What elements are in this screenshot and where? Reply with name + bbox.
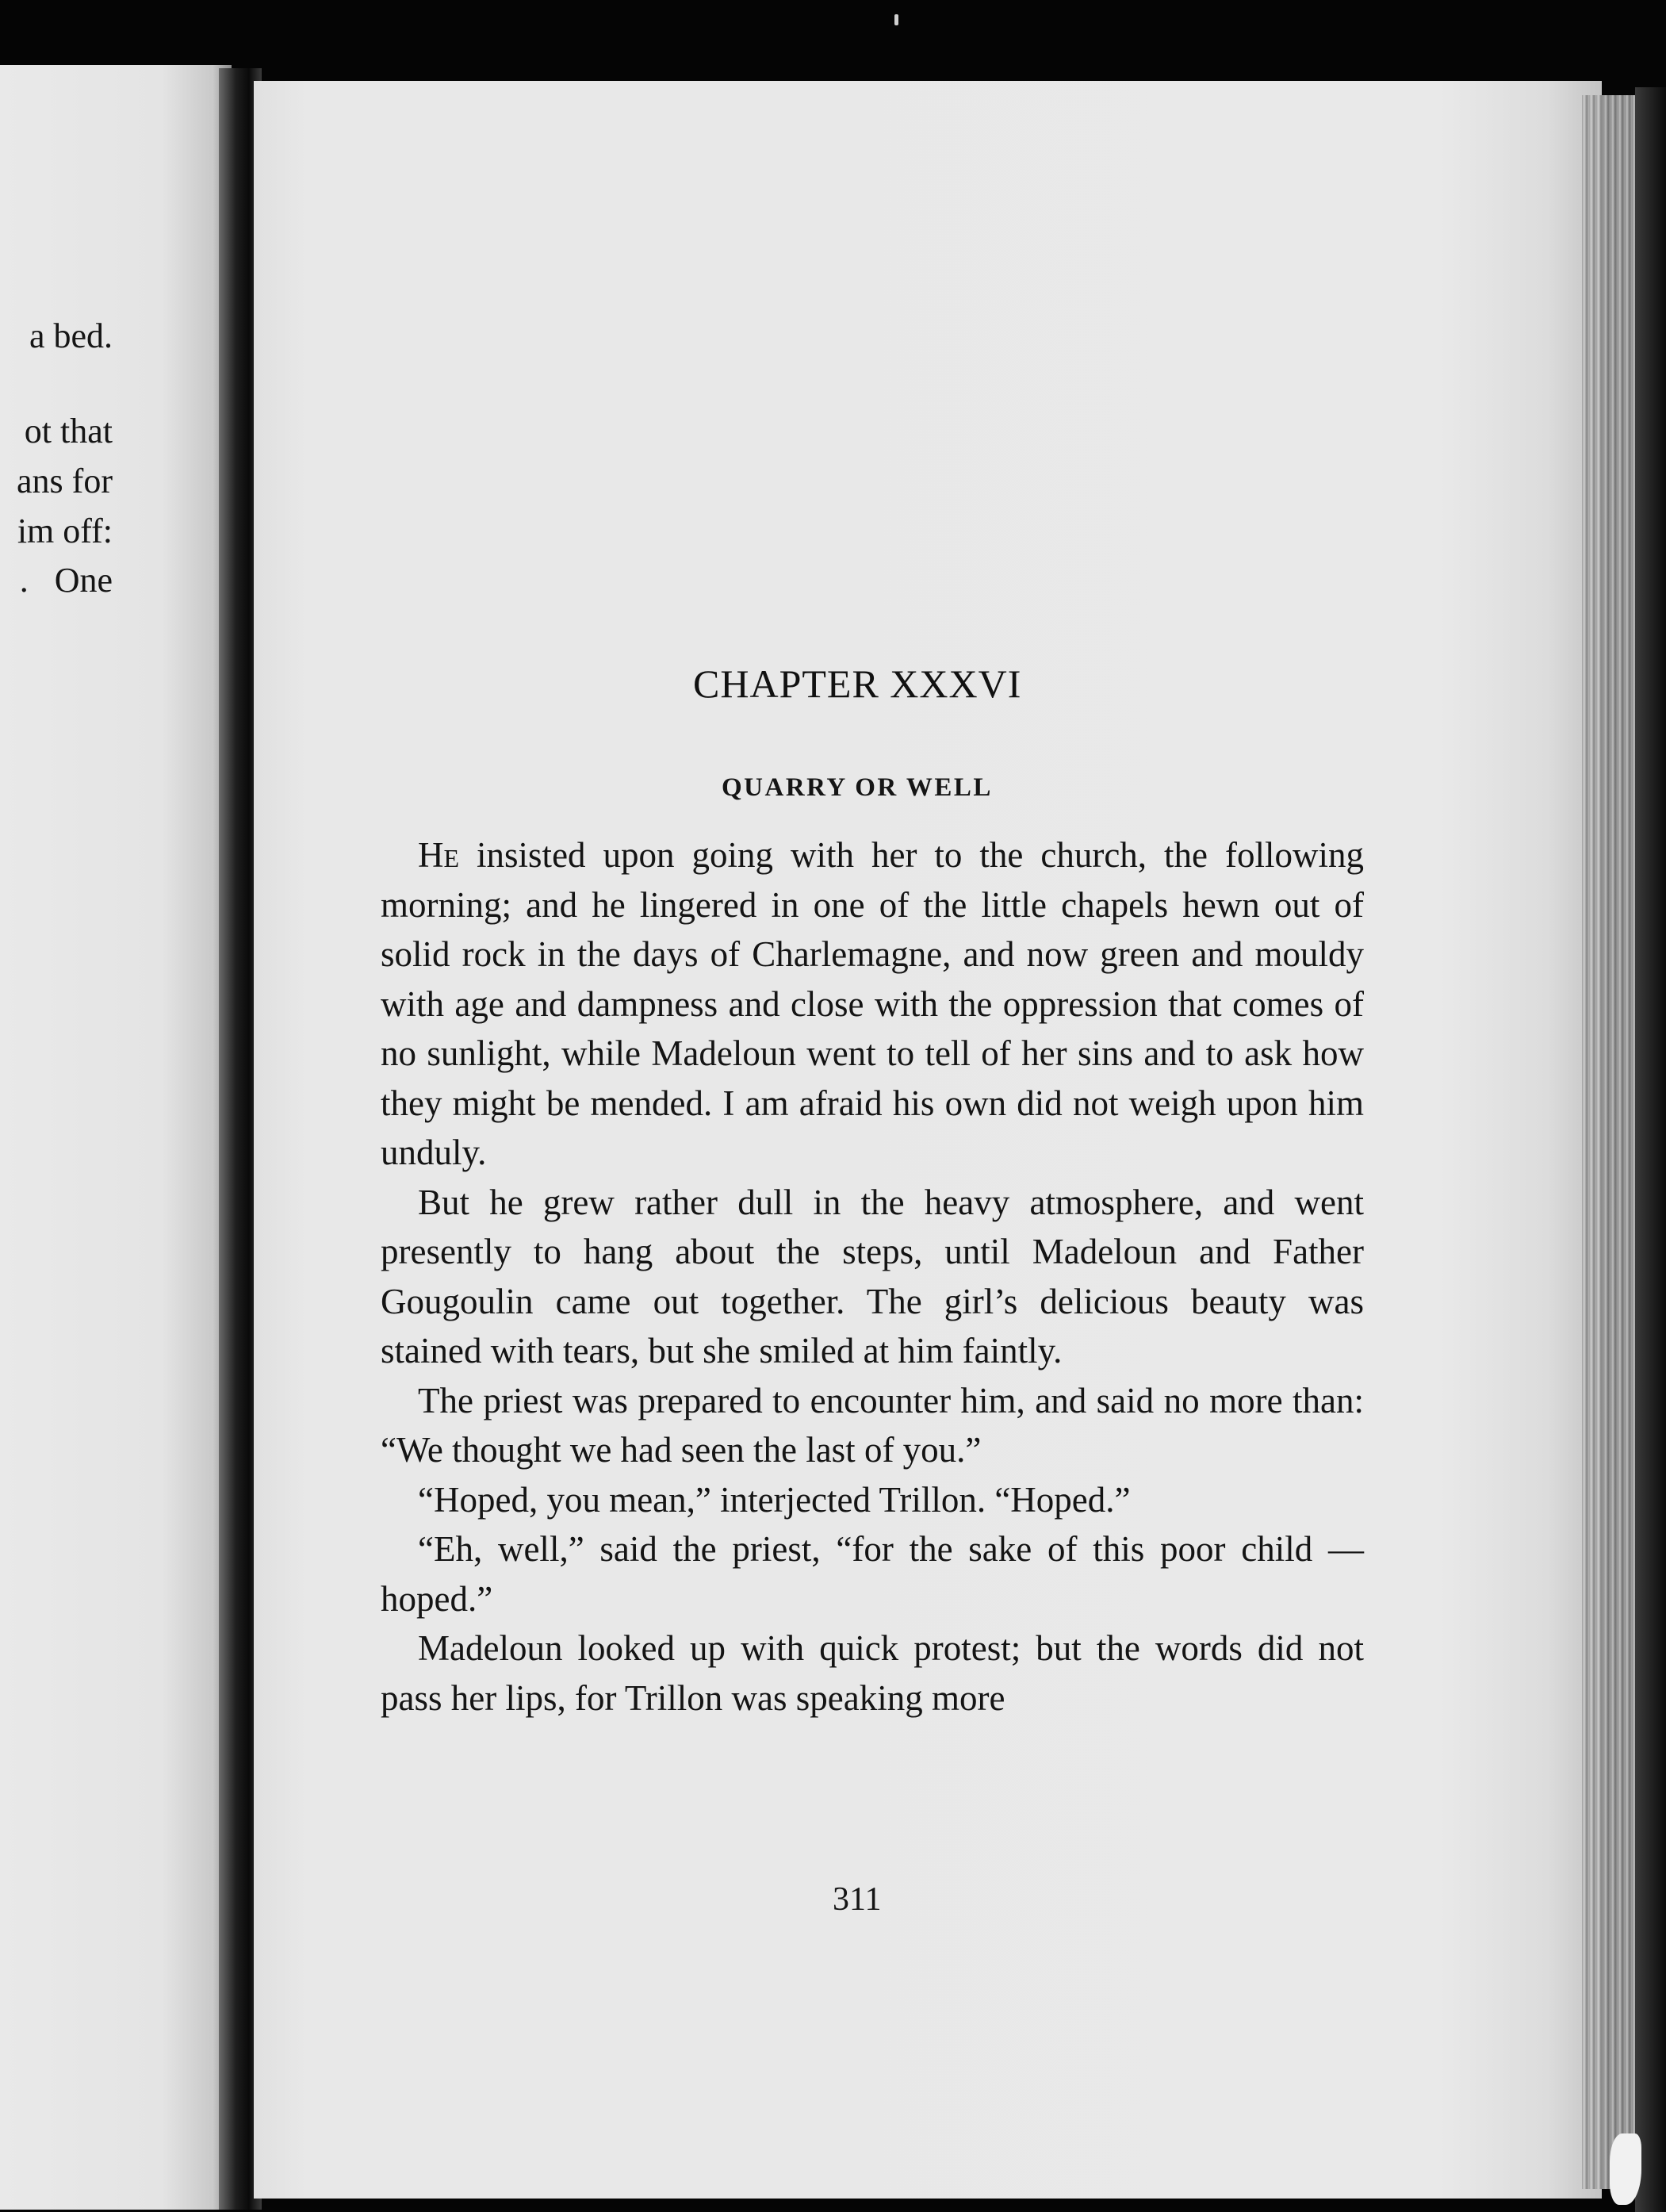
left-page-fragment: . One — [19, 561, 113, 600]
left-page-fragment: im off: — [17, 512, 113, 550]
paragraph — [381, 1475, 1364, 1525]
paragraph-text: “Hoped, you mean,” interjected Trillon. “Hoped.” — [418, 1479, 1131, 1520]
paragraph — [381, 1624, 1364, 1723]
left-page — [0, 65, 232, 2210]
paragraph — [381, 1178, 1364, 1376]
left-page-fragment: a bed. — [29, 316, 113, 355]
chapter-body — [381, 830, 1364, 1723]
paragraph-text: Madeloun looked up with quick protest; but the words did not pass her lips, for Trillon was speaking more — [381, 1628, 1364, 1718]
paragraph — [381, 830, 1364, 1178]
paragraph — [381, 1376, 1364, 1475]
binding-speck — [894, 14, 898, 25]
chapter-subtitle: QUARRY OR WELL — [722, 773, 993, 802]
page-corner — [1610, 2133, 1641, 2205]
chapter-title: CHAPTER XXXVI — [693, 661, 1022, 706]
paragraph-text: But he grew rather dull in the heavy atmosphere, and went presently to hang about the steps, until Madeloun and Father Gougoulin came out together. The girl’s delicious beauty was stained with tears, but she smiled at him faintly. — [381, 1182, 1364, 1371]
left-page-fragment: ans for — [17, 462, 113, 500]
paragraph-text: insisted upon going with her to the church, the following morning; and he lingered in one of the little chapels hewn out of solid rock in the days of Charlemagne, and now green and mouldy with age and dampness and close with the oppression that comes of no sunlight, while Madeloun went to tell of her sins and to ask how they might be mended. I am afraid his own did not weigh upon him unduly. — [381, 835, 1364, 1172]
paragraph-lead: He — [418, 835, 460, 875]
page-number: 311 — [833, 1881, 882, 1918]
paragraph-text: The priest was prepared to encounter him, and said no more than: “We thought we had seen the last of you.” — [381, 1380, 1364, 1470]
paragraph — [381, 1524, 1364, 1624]
paragraph-text: “Eh, well,” said the priest, “for the sake of this poor child — hoped.” — [381, 1529, 1364, 1619]
left-page-fragment: ot that — [24, 412, 113, 450]
page-edge-shadow — [1635, 87, 1666, 2212]
